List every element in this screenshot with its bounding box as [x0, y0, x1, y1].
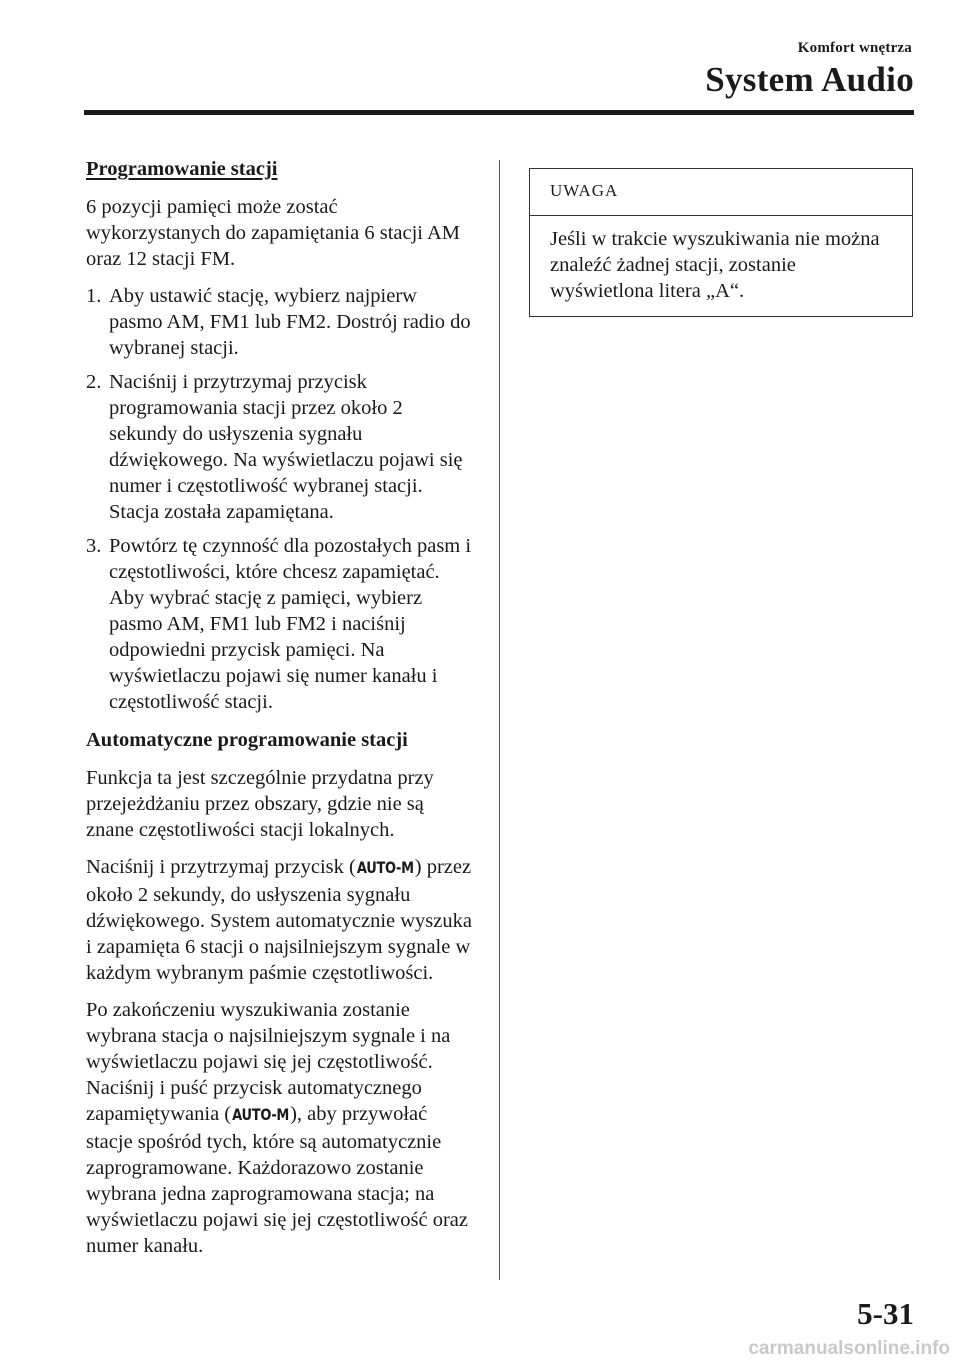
- list-item: [86, 369, 472, 525]
- auto-m-button-icon: AUTO-M: [356, 859, 414, 878]
- step-number: 3.: [86, 535, 102, 557]
- heading-auto-programming: Automatyczne programowanie stacji: [86, 729, 408, 751]
- note-title: UWAGA: [530, 169, 912, 216]
- intro-paragraph: 6 pozycji pamięci może zostać wykorzystanych do zapamiętania 6 stacji AM oraz 12 stacji FM.: [86, 196, 461, 270]
- step-text: Naciśnij i przytrzymaj przycisk programowania stacji przez około 2 sekundy do usłyszenia sygnału dźwiękowego. Na wyświetlaczu pojawi się numer i częstotliwość wybranej stacji. Stacja została zapamiętana.: [109, 371, 463, 523]
- text-segment: Naciśnij i przytrzymaj przycisk (: [86, 856, 356, 878]
- list-item: [86, 283, 472, 361]
- step-number: 1.: [86, 285, 102, 307]
- note-body: Jeśli w trakcie wyszukiwania nie można znaleźć żadnej stacji, zostanie wyświetlona litera „A“.: [550, 228, 880, 302]
- left-column: [86, 156, 472, 1270]
- steps-list: [86, 283, 472, 715]
- step-text: Aby ustawić stację, wybierz najpierw pasmo AM, FM1 lub FM2. Dostrój radio do wybranej stacji.: [109, 285, 471, 359]
- header-rule: [84, 110, 914, 115]
- column-divider: [499, 160, 500, 1280]
- page-title: System Audio: [705, 60, 914, 99]
- text-segment: ) przez około 2 sekundy, do usłyszenia sygnału dźwiękowego. System automatycznie wyszuka i zapamięta 6 stacji o najsilniejszym sygnale w każdym wybranym paśmie częstotliwości.: [86, 856, 472, 984]
- list-item: [86, 533, 472, 715]
- section-label: Komfort wnętrza: [797, 40, 912, 56]
- text-segment: Po zakończeniu wyszukiwania zostanie wybrana stacja o najsilniejszym sygnale i na wyświetlaczu pojawi się jej częstotliwość. Naciśnij i puść przycisk automatycznego zapamiętywania (: [86, 999, 451, 1125]
- paragraph-usefulness: Funkcja ta jest szczególnie przydatna przy przejeżdżaniu przez obszary, gdzie nie są znane częstotliwości stacji lokalnych.: [86, 767, 434, 841]
- step-number: 2.: [86, 371, 102, 393]
- paragraph-auto-m-recall: [86, 997, 472, 1259]
- paragraph-auto-m-hold: [86, 854, 472, 986]
- note-box: [529, 168, 913, 317]
- auto-m-button-icon: AUTO-M: [232, 1106, 290, 1125]
- page-number: 5-31: [857, 1296, 914, 1331]
- watermark: carmanualsonline.info: [748, 1338, 950, 1359]
- step-text: Powtórz tę czynność dla pozostałych pasm i częstotliwości, które chcesz zapamiętać. Aby wybrać stację z pamięci, wybierz pasmo AM, FM1 lub FM2 i naciśnij odpowiedni przycisk pamięci. Na wyświetlaczu pojawi się numer kanału i częstotliwość stacji.: [109, 535, 472, 713]
- text-segment: ), aby przywołać stacje spośród tych, które są automatycznie zaprogramowane. Każdorazowo zostanie wybrana jedna zaprogramowana stacja; na wyświetlaczu pojawi się jej częstotliwość oraz numer kanału.: [86, 1103, 468, 1257]
- heading-station-programming: Programowanie stacji: [86, 158, 278, 180]
